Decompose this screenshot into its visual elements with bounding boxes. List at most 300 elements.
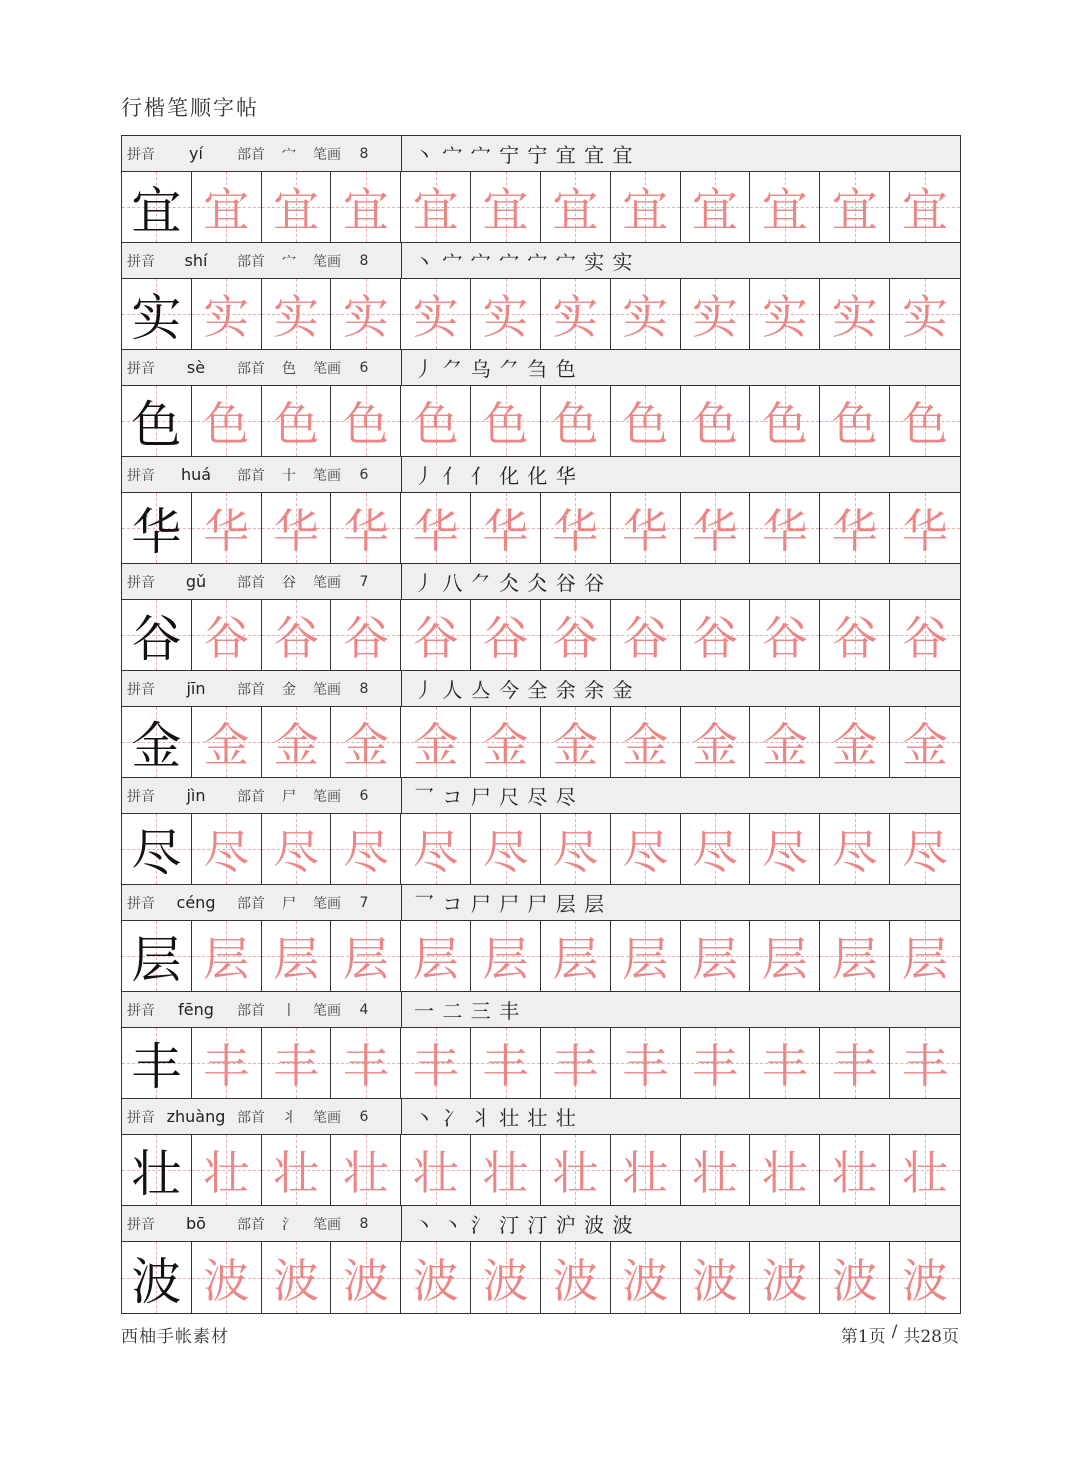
trace-character: 色 [552,397,599,451]
trace-character: 华 [342,504,389,558]
radical-label: 部首 [237,467,265,484]
model-character: 尽 [131,824,182,882]
trace-character-cell [192,707,262,777]
trace-character-cell [541,921,611,991]
trace-character: 色 [761,397,808,451]
trace-character: 波 [273,1253,320,1308]
practice-grid-row [122,814,960,885]
strokes-value: 7 [359,573,369,590]
practice-grid-row [122,600,960,671]
trace-character-cell [681,172,751,242]
trace-character-cell [471,493,541,563]
trace-character: 波 [482,1253,529,1308]
info-left [122,243,402,278]
pinyin-label: 拼音 [127,681,155,698]
info-left [122,350,402,385]
trace-character-cell [820,279,890,349]
trace-character-cell [192,1242,262,1313]
info-left [122,564,402,599]
radical-value: 谷 [282,574,296,591]
trace-character-cell [611,707,681,777]
radical-value: 色 [282,360,296,377]
trace-character: 谷 [902,611,949,665]
trace-character-cell [820,1242,890,1313]
practice-grid-row [122,386,960,457]
strokes-label: 笔画 [313,1109,341,1126]
trace-character: 壮 [412,1146,459,1200]
trace-character: 色 [622,397,669,451]
character-entry [122,885,960,992]
trace-character-cell [401,707,471,777]
radical-label: 部首 [237,788,265,805]
pinyin-value: huá [180,465,212,484]
pinyin-value: fēng [178,1000,214,1019]
trace-character-cell [820,172,890,242]
strokes-value: 6 [359,359,369,376]
trace-character: 金 [482,718,529,772]
trace-character: 尽 [552,825,599,879]
radical-value: 丨 [282,1002,296,1019]
trace-character-cell [681,600,751,670]
practice-grid-row [122,172,960,243]
trace-character: 实 [203,290,250,344]
trace-character-cell [331,707,401,777]
strokes-value: 7 [359,894,369,911]
trace-character: 宜 [831,183,878,237]
model-character-cell [122,172,192,242]
model-character: 谷 [131,610,182,668]
practice-grid-row [122,279,960,350]
trace-character: 色 [273,397,320,451]
trace-character-cell [471,279,541,349]
trace-character: 壮 [831,1146,878,1200]
radical-label: 部首 [237,681,265,698]
trace-character-cell [262,1028,332,1098]
trace-character: 金 [342,718,389,772]
page-title: 行楷笔顺字帖 [121,96,259,120]
trace-character-cell [890,921,960,991]
info-left [122,457,402,492]
trace-character: 尽 [203,825,250,879]
character-entry [122,992,960,1099]
strokes-label: 笔画 [313,681,341,698]
trace-character: 层 [273,932,320,986]
trace-character-cell [681,279,751,349]
trace-character: 层 [622,932,669,986]
trace-character: 色 [482,397,529,451]
model-character: 壮 [131,1145,182,1203]
trace-character: 华 [552,504,599,558]
trace-character: 谷 [482,611,529,665]
pinyin-value: yí [189,144,203,163]
trace-character-cell [331,1135,401,1205]
trace-character: 尽 [622,825,669,879]
trace-character-cell [331,921,401,991]
pinyin-value: jīn [186,679,206,698]
trace-character: 尽 [482,825,529,879]
character-entry [122,1099,960,1206]
trace-character: 壮 [622,1146,669,1200]
trace-character: 华 [761,504,808,558]
trace-character-cell [331,1028,401,1098]
strokes-value: 6 [359,466,369,483]
stroke-order-sequence: 丿 人 亼 今 全 余 余 金 [414,678,634,702]
trace-character-cell [611,1135,681,1205]
trace-character: 实 [273,290,320,344]
footer-source: 西柚手帐素材 [121,1327,229,1347]
strokes-label: 笔画 [313,146,341,163]
trace-character-cell [262,172,332,242]
info-left [122,1206,402,1241]
trace-character: 华 [412,504,459,558]
trace-character: 实 [412,290,459,344]
trace-character-cell [192,493,262,563]
model-character: 波 [131,1252,182,1311]
trace-character-cell [401,172,471,242]
trace-character-cell [750,1028,820,1098]
stroke-order-sequence: 乛 コ 尸 尺 尽 尽 [414,785,577,809]
model-character-cell [122,814,192,884]
trace-character: 金 [412,718,459,772]
trace-character: 实 [902,290,949,344]
trace-character-cell [611,1028,681,1098]
info-row [122,1099,960,1135]
radical-value: 氵 [282,1216,296,1233]
trace-character: 华 [902,504,949,558]
trace-character-cell [820,814,890,884]
radical-value: 丬 [282,1109,296,1126]
trace-character-cell [262,1135,332,1205]
trace-character: 谷 [622,611,669,665]
stroke-order-sequence: 丶 丶 氵 汀 汀 沪 波 波 [414,1213,634,1237]
page-separator: / [891,1322,898,1342]
trace-character: 实 [552,290,599,344]
model-character-cell [122,1242,192,1313]
trace-character-cell [401,1242,471,1313]
trace-character: 金 [273,718,320,772]
trace-character: 尽 [273,825,320,879]
trace-character-cell [611,1242,681,1313]
strokes-label: 笔画 [313,1002,341,1019]
trace-character: 华 [203,504,250,558]
trace-character: 金 [692,718,739,772]
trace-character: 宜 [342,183,389,237]
model-character: 实 [131,289,182,347]
trace-character: 尽 [761,825,808,879]
model-character-cell [122,279,192,349]
practice-grid-row [122,1028,960,1099]
trace-character-cell [820,707,890,777]
strokes-label: 笔画 [313,1216,341,1233]
trace-character: 波 [203,1253,250,1308]
pinyin-label: 拼音 [127,788,155,805]
trace-character-cell [471,707,541,777]
pinyin-value: jìn [186,786,206,805]
trace-character: 丰 [902,1039,949,1093]
radical-value: 宀 [282,146,296,163]
info-row [122,243,960,279]
trace-character-cell [890,1135,960,1205]
trace-character: 壮 [273,1146,320,1200]
trace-character-cell [541,1028,611,1098]
trace-character-cell [681,1028,751,1098]
character-entry [122,671,960,778]
trace-character: 谷 [273,611,320,665]
radical-value: 宀 [282,253,296,270]
trace-character: 层 [482,932,529,986]
trace-character: 实 [342,290,389,344]
trace-character-cell [331,386,401,456]
trace-character: 壮 [761,1146,808,1200]
trace-character: 丰 [412,1039,459,1093]
trace-character: 层 [552,932,599,986]
trace-character-cell [681,1135,751,1205]
trace-character: 壮 [342,1146,389,1200]
trace-character-cell [471,386,541,456]
info-row [122,1206,960,1242]
stroke-order-sequence: 丿 亻 亻 化 化 华 [414,464,577,488]
trace-character: 波 [622,1253,669,1308]
strokes-value: 8 [359,145,369,162]
trace-character-cell [820,600,890,670]
stroke-order-sequence: 乛 コ 尸 尸 尸 层 层 [414,892,606,916]
trace-character-cell [331,493,401,563]
trace-character: 尽 [902,825,949,879]
radical-value: 尸 [282,788,296,805]
character-entry [122,136,960,243]
trace-character: 谷 [552,611,599,665]
trace-character: 尽 [692,825,739,879]
pinyin-label: 拼音 [127,1216,155,1233]
info-row [122,136,960,172]
info-left [122,1099,402,1134]
trace-character-cell [471,1135,541,1205]
stroke-order-sequence: 丶 宀 宀 宀 宀 宀 实 实 [414,250,634,274]
strokes-value: 6 [359,1108,369,1125]
trace-character: 波 [761,1253,808,1308]
trace-character-cell [192,600,262,670]
trace-character: 丰 [273,1039,320,1093]
strokes-value: 8 [359,1215,369,1232]
strokes-label: 笔画 [313,574,341,591]
trace-character-cell [541,172,611,242]
trace-character-cell [262,600,332,670]
trace-character: 色 [692,397,739,451]
pinyin-label: 拼音 [127,253,155,270]
trace-character-cell [890,172,960,242]
trace-character: 华 [622,504,669,558]
pinyin-label: 拼音 [127,467,155,484]
pinyin-label: 拼音 [127,146,155,163]
trace-character-cell [331,279,401,349]
trace-character-cell [681,814,751,884]
radical-label: 部首 [237,895,265,912]
trace-character: 金 [203,718,250,772]
trace-character-cell [750,493,820,563]
trace-character: 色 [412,397,459,451]
trace-character-cell [541,1242,611,1313]
trace-character-cell [262,386,332,456]
trace-character: 实 [622,290,669,344]
trace-character: 宜 [622,183,669,237]
info-row [122,564,960,600]
trace-character: 色 [342,397,389,451]
trace-character-cell [192,279,262,349]
trace-character-cell [611,921,681,991]
trace-character: 壮 [482,1146,529,1200]
trace-character: 宜 [761,183,808,237]
trace-character: 波 [552,1253,599,1308]
trace-character: 谷 [831,611,878,665]
trace-character: 实 [692,290,739,344]
trace-character: 宜 [412,183,459,237]
character-entry [122,457,960,564]
trace-character-cell [471,1242,541,1313]
info-left [122,136,402,171]
info-left [122,992,402,1027]
pinyin-label: 拼音 [127,1002,155,1019]
trace-character-cell [611,279,681,349]
model-character-cell [122,493,192,563]
trace-character: 丰 [692,1039,739,1093]
page-number: 第1页 [840,1327,886,1347]
pinyin-label: 拼音 [127,360,155,377]
trace-character-cell [401,814,471,884]
info-row [122,778,960,814]
trace-character: 丰 [203,1039,250,1093]
trace-character-cell [541,279,611,349]
trace-character: 实 [482,290,529,344]
radical-label: 部首 [237,1216,265,1233]
trace-character: 壮 [902,1146,949,1200]
radical-label: 部首 [237,253,265,270]
info-left [122,885,402,920]
pinyin-value: sè [186,358,206,377]
trace-character-cell [541,707,611,777]
trace-character-cell [890,600,960,670]
strokes-value: 6 [359,787,369,804]
practice-grid-row [122,493,960,564]
trace-character-cell [541,814,611,884]
trace-character-cell [890,386,960,456]
trace-character: 金 [552,718,599,772]
radical-label: 部首 [237,360,265,377]
trace-character: 金 [761,718,808,772]
info-row [122,992,960,1028]
pinyin-value: shí [184,251,208,270]
trace-character: 丰 [761,1039,808,1093]
trace-character-cell [401,1028,471,1098]
trace-character-cell [681,493,751,563]
trace-character: 波 [692,1253,739,1308]
trace-character: 丰 [622,1039,669,1093]
trace-character-cell [611,493,681,563]
info-left [122,671,402,706]
footer-pagination [841,1322,959,1347]
radical-label: 部首 [237,1002,265,1019]
strokes-value: 8 [359,252,369,269]
trace-character-cell [681,386,751,456]
trace-character: 宜 [902,183,949,237]
character-entry [122,350,960,457]
strokes-label: 笔画 [313,788,341,805]
trace-character: 波 [412,1253,459,1308]
trace-character-cell [611,172,681,242]
trace-character: 壮 [203,1146,250,1200]
practice-grid-row [122,921,960,992]
trace-character-cell [750,279,820,349]
trace-character: 谷 [761,611,808,665]
trace-character-cell [681,921,751,991]
trace-character: 谷 [203,611,250,665]
trace-character-cell [192,921,262,991]
pinyin-value: céng [176,893,216,912]
trace-character: 层 [692,932,739,986]
trace-character-cell [541,1135,611,1205]
trace-character: 壮 [552,1146,599,1200]
trace-character-cell [890,279,960,349]
trace-character: 宜 [203,183,250,237]
trace-character-cell [541,386,611,456]
trace-character-cell [820,493,890,563]
trace-character: 丰 [482,1039,529,1093]
trace-character: 华 [692,504,739,558]
trace-character-cell [750,600,820,670]
trace-character-cell [471,1028,541,1098]
strokes-label: 笔画 [313,895,341,912]
trace-character-cell [750,814,820,884]
trace-character: 谷 [692,611,739,665]
model-character-cell [122,600,192,670]
trace-character-cell [750,1135,820,1205]
trace-character: 华 [482,504,529,558]
trace-character: 华 [273,504,320,558]
trace-character: 色 [203,397,250,451]
trace-character-cell [611,386,681,456]
trace-character: 谷 [412,611,459,665]
radical-label: 部首 [237,1109,265,1126]
info-row [122,671,960,707]
pinyin-value: zhuàng [166,1107,226,1126]
trace-character-cell [401,600,471,670]
trace-character-cell [262,707,332,777]
trace-character-cell [471,814,541,884]
trace-character: 层 [831,932,878,986]
trace-character: 金 [902,718,949,772]
trace-character-cell [401,386,471,456]
trace-character-cell [471,600,541,670]
info-row [122,885,960,921]
trace-character: 金 [831,718,878,772]
radical-value: 尸 [282,895,296,912]
trace-character-cell [820,386,890,456]
trace-character: 宜 [482,183,529,237]
info-row [122,457,960,493]
trace-character: 宜 [692,183,739,237]
trace-character-cell [750,707,820,777]
trace-character-cell [401,279,471,349]
strokes-label: 笔画 [313,467,341,484]
trace-character-cell [890,493,960,563]
trace-character-cell [820,1028,890,1098]
trace-character-cell [750,172,820,242]
trace-character: 丰 [342,1039,389,1093]
trace-character-cell [331,600,401,670]
trace-character-cell [890,1242,960,1313]
trace-character-cell [611,600,681,670]
trace-character: 华 [831,504,878,558]
trace-character-cell [890,707,960,777]
